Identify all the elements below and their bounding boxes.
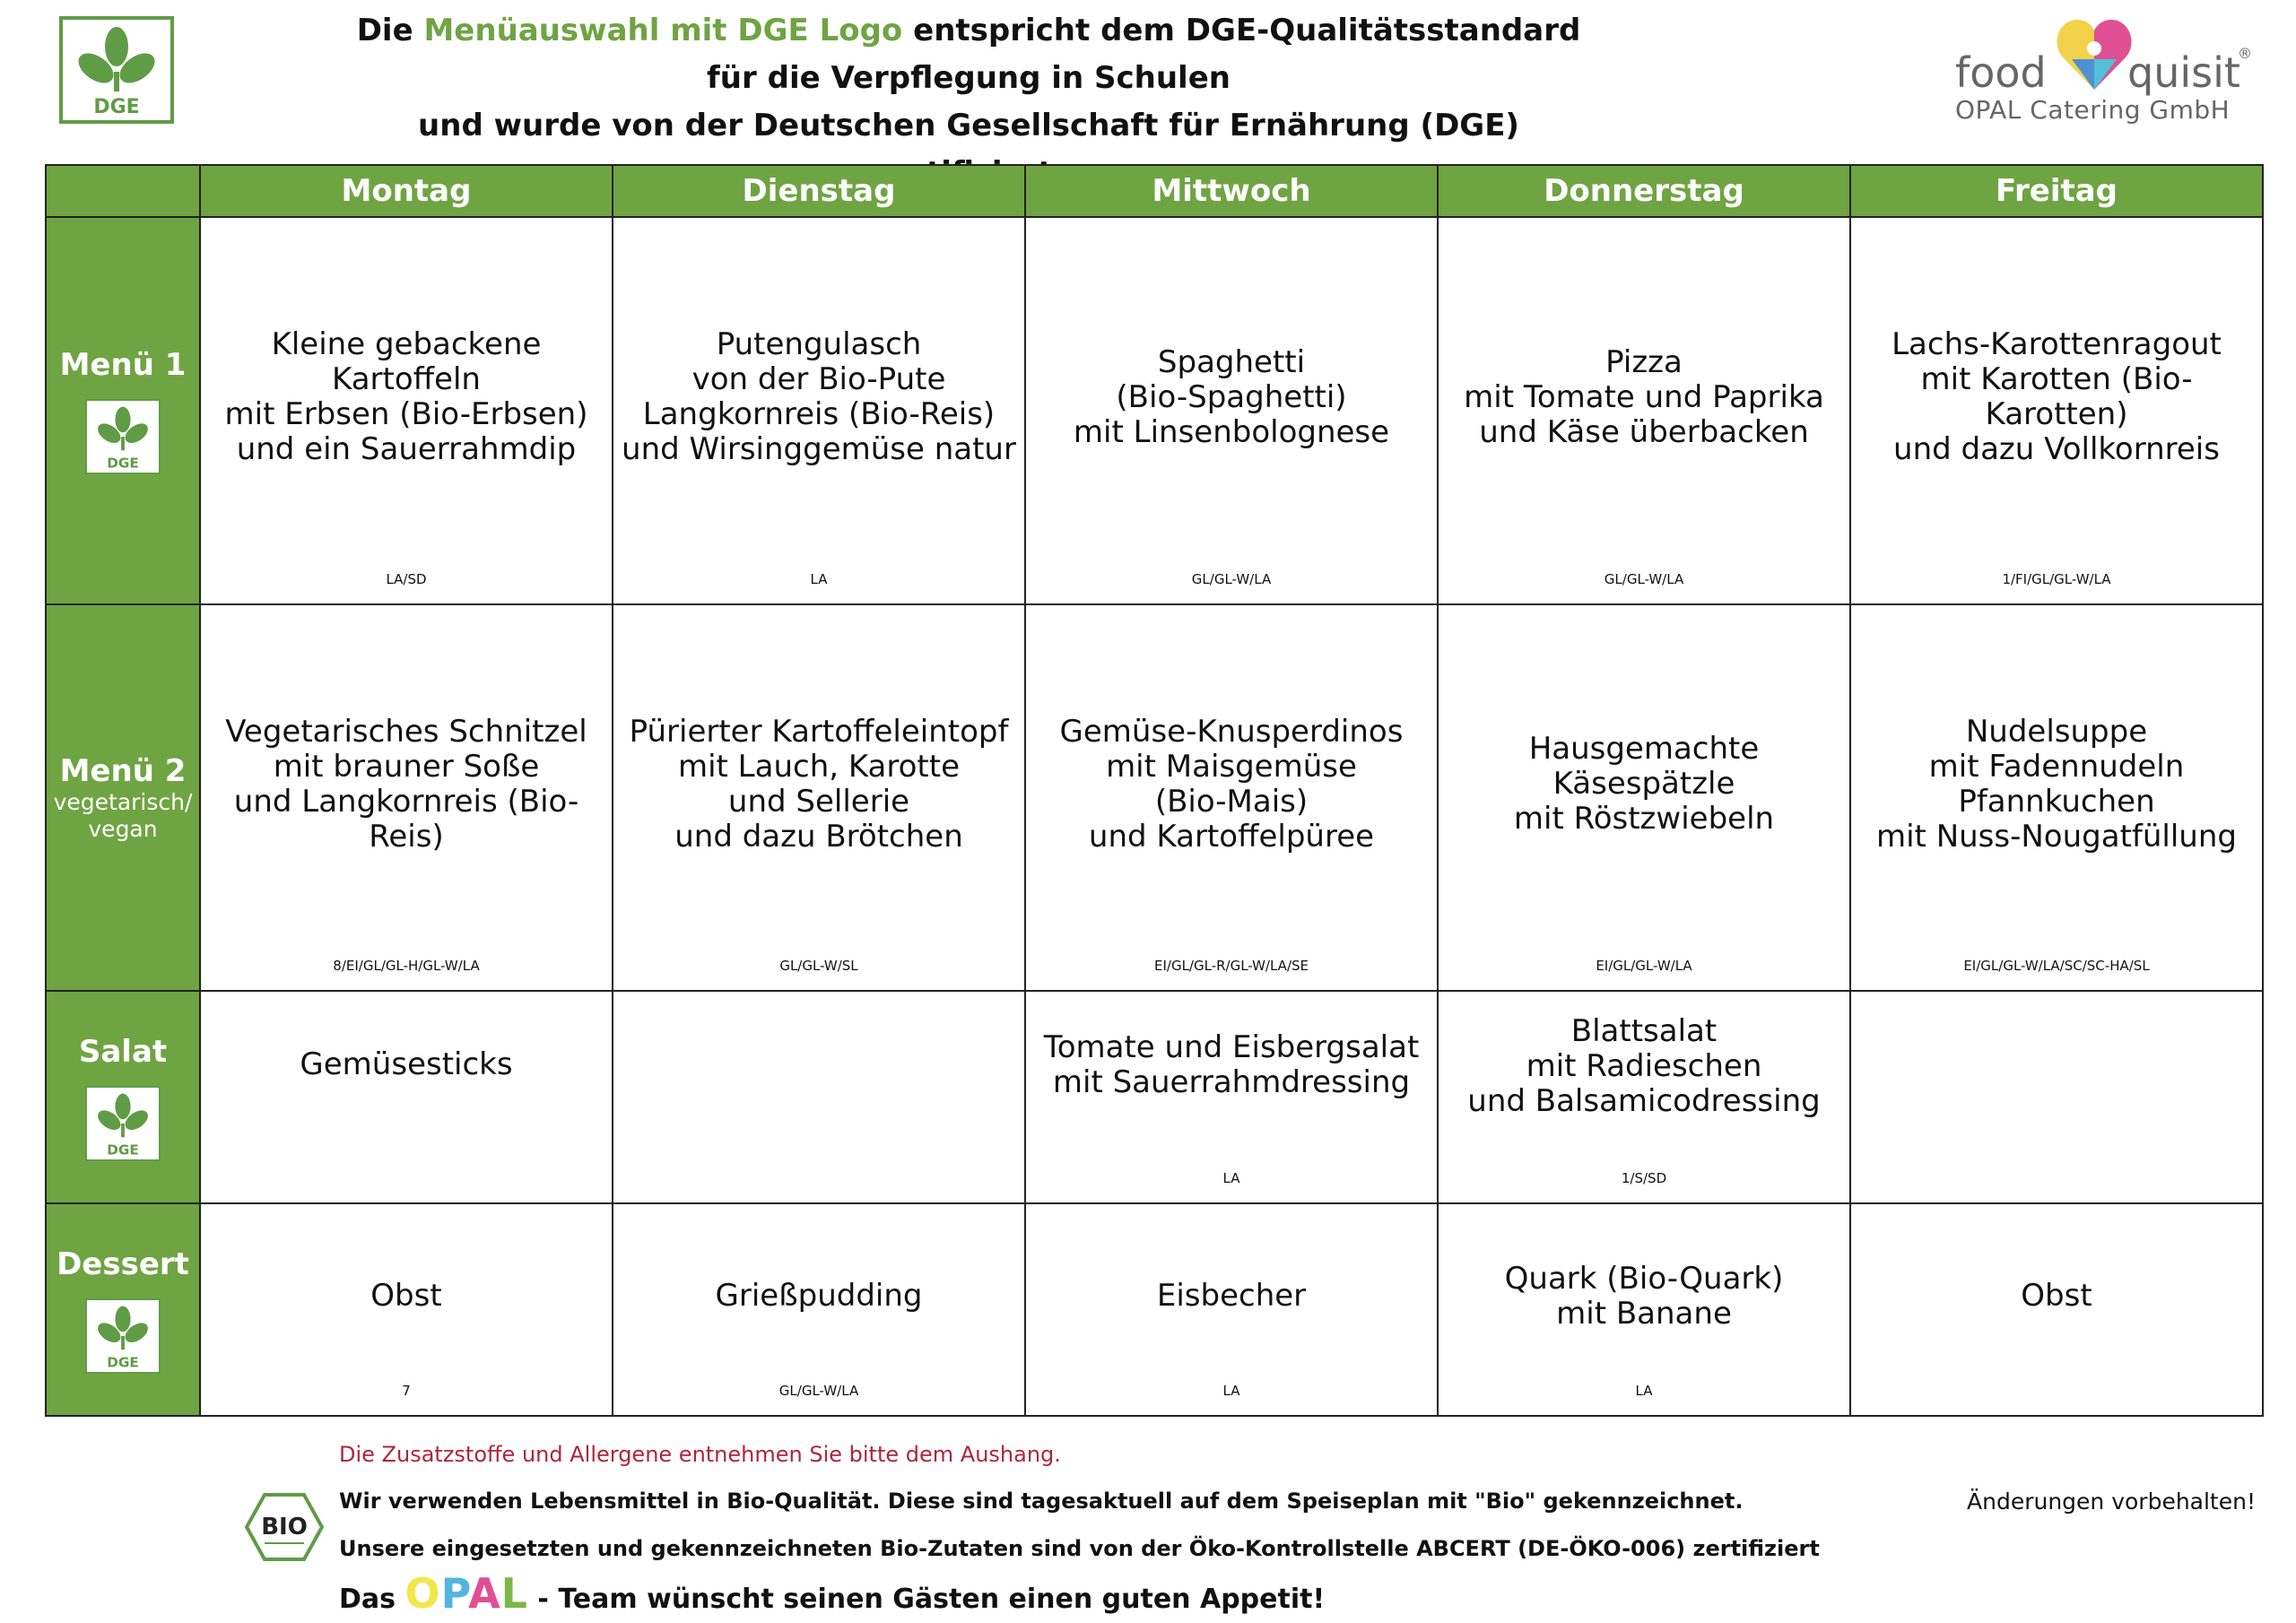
row-label-salat: Salat DGE [46, 991, 200, 1203]
row-label-menu2: Menü 2 vegetarisch/ vegan [46, 604, 200, 991]
allergen-code: EI/GL/GL-R/GL-W/LA/SE [1153, 958, 1309, 974]
dish-name: Putengulasch von der Bio-Pute Langkornreis (Bio-Reis) und Wirsinggemüse natur [622, 326, 1016, 467]
puzzle-heart-icon [2054, 13, 2135, 95]
header-line-1: Die Menüauswahl mit DGE Logo entspricht dem DGE-Qualitätsstandard für die Verpflegung in Schulen [356, 13, 1581, 96]
weekday-header-row [46, 165, 2263, 217]
svg-text:DGE: DGE [107, 1141, 139, 1158]
menu-cell [1025, 217, 1438, 604]
dish-name: Obst [2021, 1278, 2092, 1314]
dish-name: Quark (Bio-Quark) mit Banane [1504, 1260, 1784, 1332]
menu-cell [1025, 604, 1438, 991]
day-header-mittwoch: Mittwoch [1025, 165, 1438, 217]
menu-cell [613, 217, 1025, 604]
foodquisit-logo [1955, 13, 2260, 129]
dish-name: Gemüse-Knusperdinos mit Maisgemüse (Bio-Mais) und Kartoffelpüree [1059, 713, 1404, 855]
menu-row-menu1 [46, 217, 2263, 604]
brand-subtitle: OPAL Catering GmbH [1955, 95, 2231, 125]
allergen-code: EI/GL/GL-W/LA [1596, 958, 1692, 974]
dish-name: Grießpudding [715, 1278, 923, 1314]
dish-name: Kleine gebackene Kartoffeln mit Erbsen (Bio-Erbsen) und ein Sauerrahmdip [224, 326, 588, 467]
menu-cell [200, 604, 613, 991]
dish-name: Tomate und Eisbergsalat mit Sauerrahmdressing [1043, 1029, 1420, 1100]
allergen-code: GL/GL-W/LA [1604, 571, 1684, 587]
row-label-menu1: Menü 1 DGE [46, 217, 200, 604]
menu-cell [1438, 1203, 1850, 1416]
menu-cell [613, 1203, 1025, 1416]
row-label-dessert: Dessert DGE [46, 1203, 200, 1416]
dish-name: Pizza mit Tomate und Paprika und Käse überbacken [1464, 343, 1824, 450]
svg-text:DGE: DGE [93, 96, 140, 118]
menu-cell [613, 991, 1025, 1203]
dish-name: Nudelsuppe mit Fadennudeln Pfannkuchen mit Nuss-Nougatfüllung [1875, 713, 2237, 855]
brand-word-food: food [1955, 48, 2047, 97]
svg-text:BIO: BIO [261, 1514, 308, 1541]
day-header-donnerstag: Donnerstag [1438, 165, 1850, 217]
dish-name: Eisbecher [1156, 1278, 1307, 1314]
day-header-dienstag: Dienstag [613, 165, 1025, 217]
allergen-code: GL/GL-W/SL [779, 958, 858, 974]
allergen-notice: Die Zusatzstoffe und Allergene entnehmen Sie bitte dem Aushang. [339, 1442, 1061, 1467]
allergen-code: 1/FI/GL/GL-W/LA [2002, 571, 2111, 587]
menu-cell [1438, 991, 1850, 1203]
dish-name: Pürierter Kartoffeleintopf mit Lauch, Karotte und Sellerie und dazu Brötchen [629, 713, 1009, 855]
menu-cell [1025, 1203, 1438, 1416]
dish-name: Gemüsesticks [300, 1046, 513, 1082]
header-line-2: und wurde von der Deutschen Gesellschaft für Ernährung (DGE) [418, 108, 1519, 143]
svg-text:DGE: DGE [107, 1353, 139, 1370]
allergen-code: LA [810, 571, 828, 587]
menu-cell [200, 991, 613, 1203]
allergen-code: GL/GL-W/LA [778, 1383, 859, 1399]
dish-name: Blattsalat mit Radieschen und Balsamicodressing [1467, 1013, 1821, 1119]
allergen-code: 8/EI/GL/GL-H/GL-W/LA [333, 958, 480, 974]
team-greeting: Das OPAL - Team wünscht seinen Gästen einen guten Appetit! [339, 1569, 1326, 1618]
menu-cell [1850, 991, 2263, 1203]
menu-cell [1850, 217, 2263, 604]
brand-word-quisit: quisit [2127, 48, 2240, 97]
header-highlight: Menüauswahl mit DGE Logo [423, 13, 903, 48]
dge-logo [59, 16, 174, 124]
dish-name: Spaghetti (Bio-Spaghetti) mit Linsenbolognese [1073, 343, 1390, 450]
dge-leaves-icon [85, 399, 161, 474]
menu-cell [1850, 1203, 2263, 1416]
dge-leaves-icon [85, 1298, 161, 1374]
allergen-code: 1/S/SD [1621, 1170, 1667, 1186]
dish-name: Obst [370, 1278, 442, 1314]
allergen-code: LA [1635, 1383, 1653, 1399]
day-header-montag: Montag [200, 165, 613, 217]
allergen-code: LA [1222, 1170, 1240, 1186]
dge-leaves-icon [63, 20, 170, 120]
bio-notice-line-1: Wir verwenden Lebensmittel in Bio-Qualität. Diese sind tagesaktuell auf dem Speiseplan mit "Bio" gekennzeichnet. [339, 1488, 1744, 1514]
menu-cell [1438, 604, 1850, 991]
allergen-code: EI/GL/GL-W/LA/SC/SC-HA/SL [1963, 958, 2150, 974]
allergen-code: LA [1222, 1383, 1240, 1399]
menu-cell [1438, 217, 1850, 604]
menu-cell [1850, 604, 2263, 991]
allergen-code: 7 [402, 1383, 411, 1399]
dish-name: Vegetarisches Schnitzel mit brauner Soße und Langkornreis (Bio-Reis) [225, 713, 587, 855]
bio-notice-line-2: Unsere eingesetzten und gekennzeichneten Bio-Zutaten sind von der Öko-Kontrollstelle ABCERT (DE-ÖKO-006) zertifiziert [339, 1536, 1820, 1561]
menu-row-dessert [46, 1203, 2263, 1416]
bio-seal-icon [245, 1493, 324, 1561]
menu-cell [1025, 991, 1438, 1203]
menu-table [45, 164, 2264, 1417]
changes-notice: Änderungen vorbehalten! [1967, 1488, 2256, 1515]
registered-mark: ® [2238, 45, 2252, 62]
menu-row-salat [46, 991, 2263, 1203]
allergen-code: LA/SD [386, 571, 427, 587]
svg-text:DGE: DGE [107, 455, 139, 472]
corner-cell [46, 165, 200, 217]
allergen-code: GL/GL-W/LA [1191, 571, 1272, 587]
dish-name: Lachs-Karottenragout mit Karotten (Bio-Karotten) und dazu Vollkornreis [1892, 326, 2222, 467]
row-sublabel: vegetarisch/ vegan [53, 788, 193, 842]
dge-leaves-icon [85, 1086, 161, 1161]
menu-cell [613, 604, 1025, 991]
menu-cell [200, 1203, 613, 1416]
opal-wordmark: OPAL [404, 1569, 528, 1618]
day-header-freitag: Freitag [1850, 165, 2263, 217]
menu-cell [200, 217, 613, 604]
dish-name: Hausgemachte Käsespätzle mit Röstzwiebeln [1513, 731, 1775, 837]
menu-row-menu2 [46, 604, 2263, 991]
